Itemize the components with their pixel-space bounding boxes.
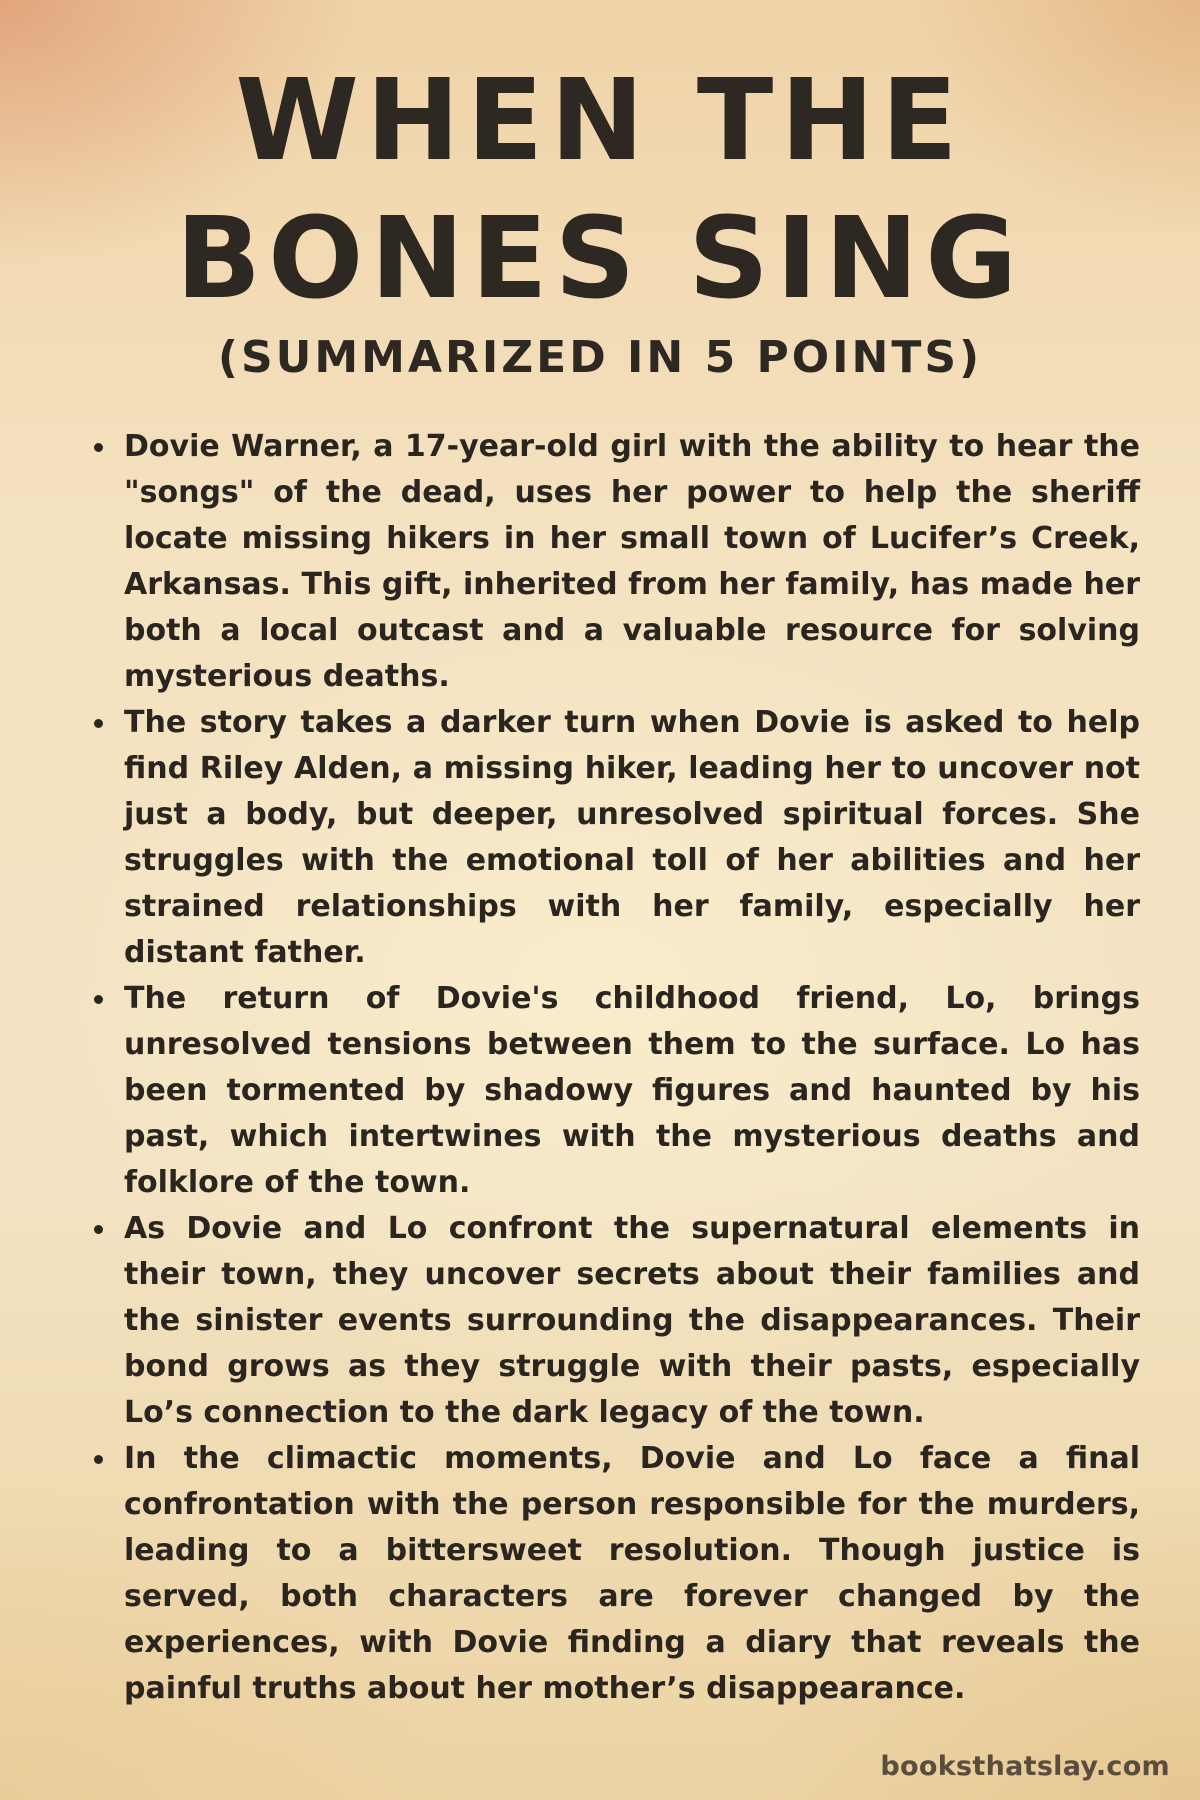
point-text: The return of Dovie's childhood friend, Lo, brings unresolved tensions between them to the surface. Lo has been tormented by shadowy figures and haunted by his past, which intertwines with the mysterious deaths and folklore of the town. [124, 981, 1140, 1200]
point-text: As Dovie and Lo confront the supernatural elements in their town, they uncover secrets about their families and the sinister events surrounding the disappearances. Their bond grows as they struggle with their pasts, especially Lo’s connection to the dark legacy of the town. [124, 1211, 1140, 1430]
list-item [88, 1206, 1140, 1436]
bullet-icon [94, 1455, 103, 1464]
title-line-1: WHEN THE [235, 56, 965, 186]
point-text: Dovie Warner, a 17-year-old girl with the ability to hear the "songs" of the dead, uses her power to help the sheriff locate missing hikers in her small town of Lucifer’s Creek, Arkansas. This gift, inherited from her family, has made her both a local outcast and a valuable resource for solving mysterious deaths. [124, 429, 1140, 694]
point-text: The story takes a darker turn when Dovie is asked to help find Riley Alden, a missing hiker, leading her to uncover not just a body, but deeper, unresolved spiritual forces. She struggles with the emotional toll of her abilities and her strained relationships with her family, especially her distant father. [124, 705, 1140, 970]
point-text: In the climactic moments, Dovie and Lo face a final confrontation with the person responsible for the murders, leading to a bittersweet resolution. Though justice is served, both characters are forever changed by the experiences, with Dovie finding a diary that reveals the painful truths about her mother’s disappearance. [124, 1441, 1140, 1706]
bullet-icon [94, 1225, 103, 1234]
list-item [88, 976, 1140, 1206]
list-item [88, 424, 1140, 700]
bullet-icon [94, 995, 103, 1004]
bullet-icon [94, 443, 103, 452]
page-title [0, 52, 1200, 328]
page-subtitle: (SUMMARIZED IN 5 POINTS) [217, 332, 983, 383]
list-item [88, 1436, 1140, 1712]
bullet-icon [94, 719, 103, 728]
title-line-2: BONES SING [175, 194, 1025, 324]
summary-points-list [88, 424, 1140, 1712]
list-item [88, 700, 1140, 976]
source-url: booksthatslay.com [880, 1751, 1170, 1782]
